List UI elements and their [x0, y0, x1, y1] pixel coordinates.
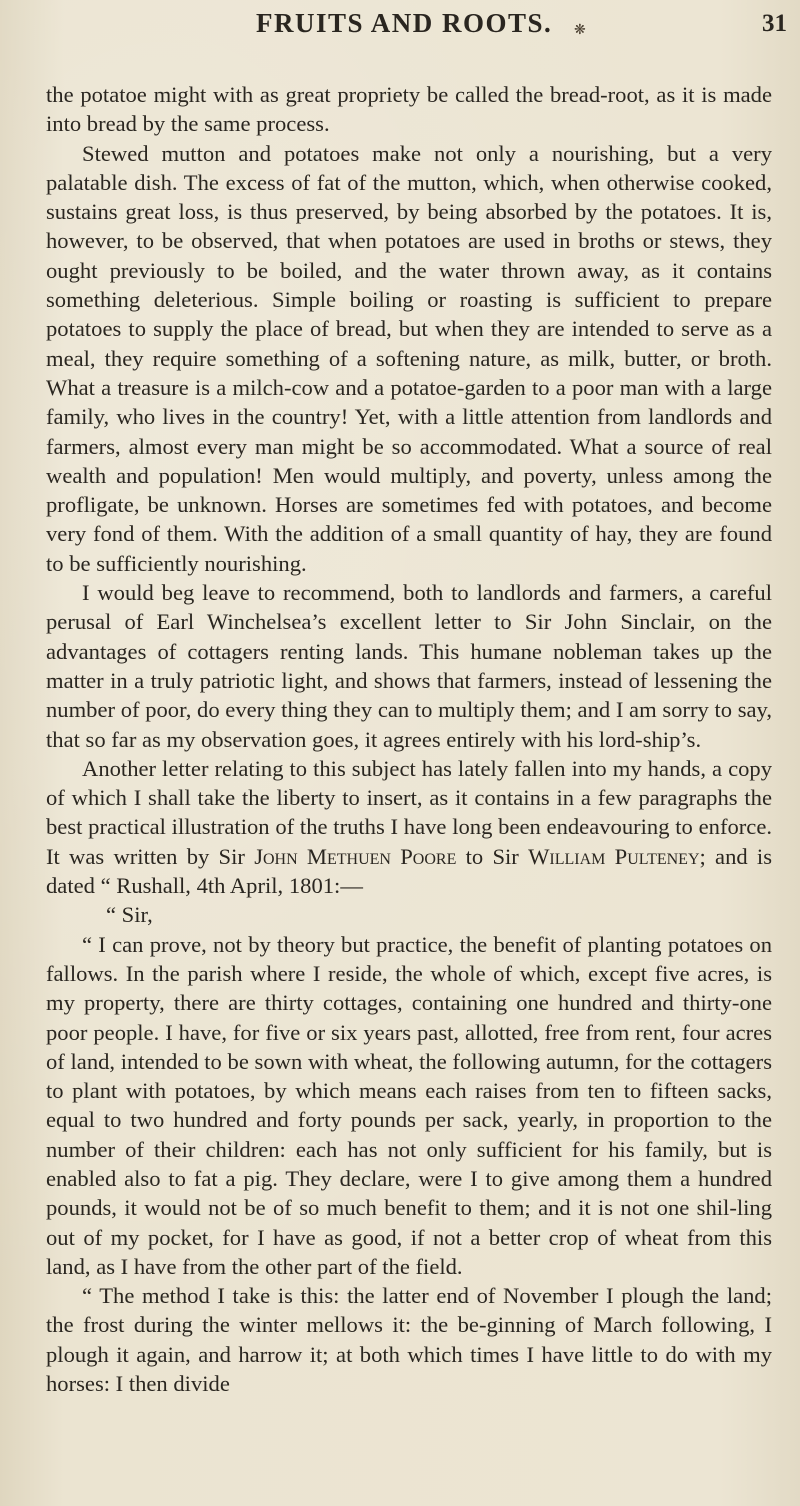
paragraph-text: Another letter relating to this subject has lately fallen into my hands, a copy of which I shall take the liberty to insert, as it contains in a few paragraphs the best practical illustration of the truths I have long been endeavouring to enforce. It was written by Sir: [46, 755, 772, 869]
paragraph-text: ; and is dated “ Rushall, 4th April, 1801:—: [46, 843, 772, 899]
person-name: William Pulteney: [528, 843, 700, 869]
body-text: [46, 80, 772, 1398]
ink-blot-icon: ❋: [574, 22, 586, 38]
page-header: [46, 0, 787, 80]
bottom-margin: [0, 1386, 800, 1506]
paragraph: “ The method I take is this: the latter end of November I plough the land; the frost during the winter mellows it: the be-ginning of March following, I plough it again, and harrow it; at both which times I have little to do with my horses: I then divide: [46, 1283, 772, 1397]
person-name: John Methuen Poore: [254, 843, 457, 869]
page-number: 31: [762, 10, 787, 37]
paragraph-text: to Sir: [456, 843, 529, 869]
paragraph: I would beg leave to recommend, both to landlords and farmers, a careful perusal of Earl Winchelsea’s excellent letter to Sir John Sinclair, on the advantages of cottagers renting lands. This humane nobleman takes up the matter in a truly patriotic light, and shows that farmers, instead of lessening the number of poor, do every thing they can to multiply them; and I am sorry to say, that so far as my observation goes, it agrees entirely with his lord-ship’s.: [46, 580, 772, 752]
paragraph: Stewed mutton and potatoes make not only a nourishing, but a very palatable dish. The excess of fat of the mutton, which, when otherwise cooked, sustains great loss, is thus preserved, by being absorbed by the potatoes. It is, however, to be observed, that when potatoes are used in broths or stews, they ought previously to be boiled, and the water thrown away, as it contains something deleterious. Simple boiling or roasting is sufficient to prepare potatoes to supply the place of bread, but when they are intended to serve as a meal, they require something of a softening nature, as milk, butter, or broth. What a treasure is a milch-cow and a potatoe-garden to a poor man with a large family, who lives in the country! Yet, with a little attention from landlords and farmers, almost every man might be so accommodated. What a source of real wealth and population! Men would multiply, and poverty, unless among the profligate, be unknown. Horses are sometimes fed with potatoes, and become very fond of them. With the addition of a small quantity of hay, they are found to be sufficiently nourishing.: [46, 140, 772, 576]
letter-salutation: “ Sir,: [106, 902, 153, 928]
paragraph: the potatoe might with as great propriety be called the bread-root, as it is made into bread by the same process.: [46, 82, 772, 137]
paragraph: “ I can prove, not by theory but practice, the benefit of planting potatoes on fallows. In the parish where I reside, the whole of which, except five acres, is my property, there are thirty cottages, containing one hundred and thirty-one poor people. I have, for five or six years past, allotted, free from rent, four acres of land, intended to be sown with wheat, the following autumn, for the cottagers to plant with potatoes, by which means each raises from ten to fifteen sacks, equal to two hundred and forty pounds per sack, yearly, in proportion to the number of their children: each has not only sufficient for his family, but is enabled also to fat a pig. They declare, were I to give among them a hundred pounds, it would not be of so much benefit to them; and it is not one shil-ling out of my pocket, for I have as good, if not a better crop of wheat from this land, as I have from the other part of the field.: [46, 931, 772, 1279]
running-title: FRUITS AND ROOTS.: [256, 8, 553, 38]
paragraph: [46, 754, 772, 900]
